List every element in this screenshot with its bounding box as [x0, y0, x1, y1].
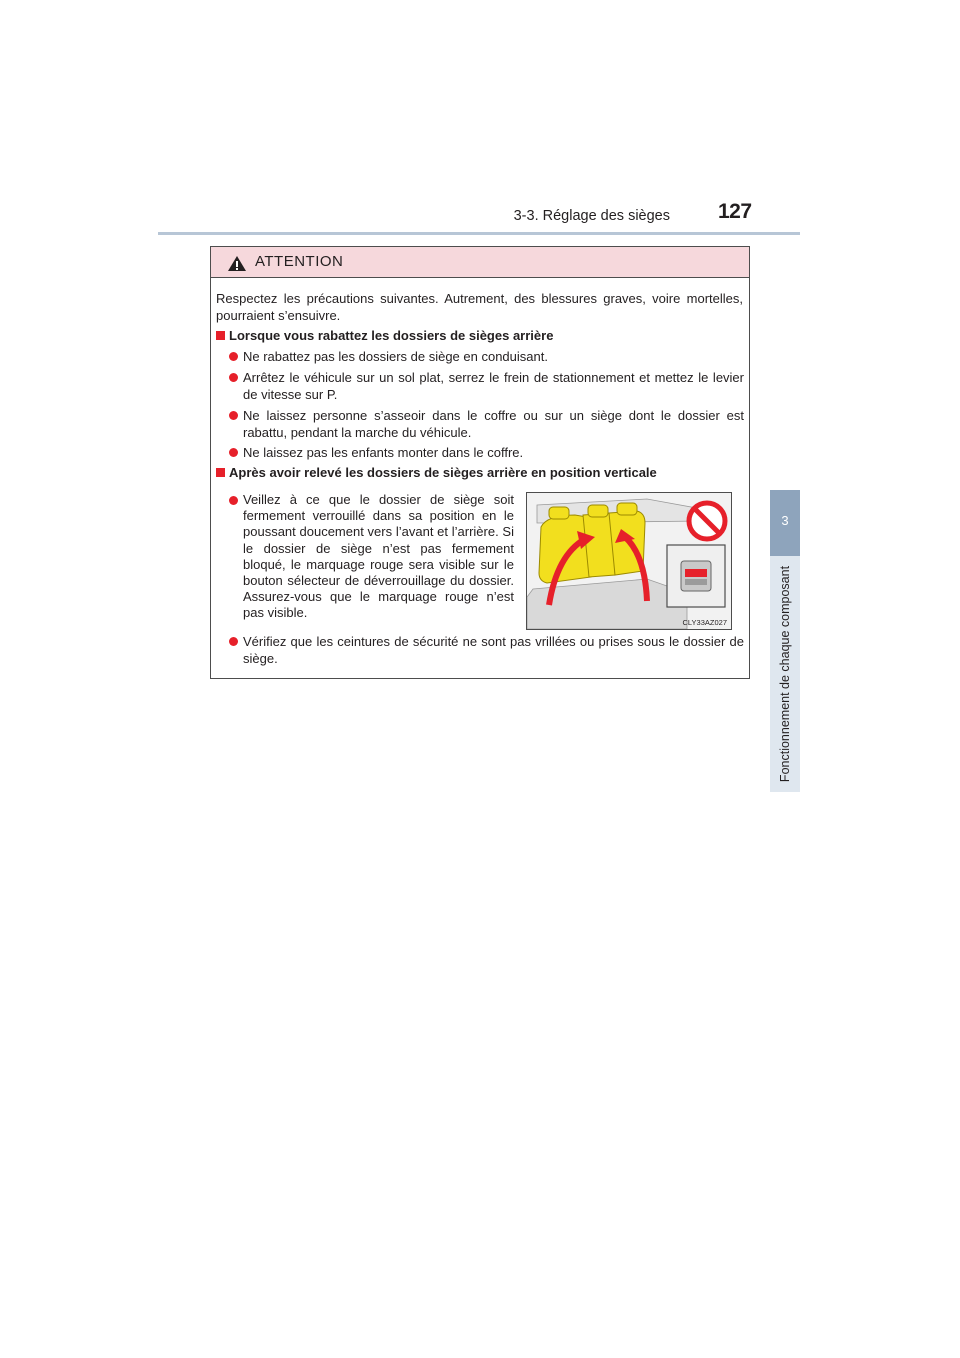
illustration-code: CLY33AZ027 — [682, 618, 727, 627]
bullet-icon — [229, 352, 238, 361]
list-item: Vérifiez que les ceintures de sécurité ne sont pas vrillées ou prises sous le dossier de siège. — [243, 634, 744, 666]
warning-intro: Respectez les précautions suivantes. Autrement, des blessures graves, voire mortelles, pourraient s’ensuivre. — [216, 291, 743, 323]
bullet-icon — [229, 373, 238, 382]
chapter-number: 3 — [781, 513, 789, 528]
list-item: Ne laissez personne s’asseoir dans le coffre ou sur un siège dont le dossier est rabattu, pendant la marche du véhicule. — [243, 408, 744, 440]
list-item: Veillez à ce que le dossier de siège soit fermement verrouillé dans sa position en le poussant doucement vers l’avant et l’arrière. Si le dossier de siège n’est pas fermement bloqué, le marquage rouge sera visible sur le bouton sélecteur de déverrouillage du dossier. Assurez-vous que le marquage rouge n’est pas visible. — [243, 492, 514, 621]
bullet-icon — [229, 496, 238, 505]
bullet-icon — [229, 411, 238, 420]
warning-triangle-icon — [227, 255, 247, 272]
square-bullet-icon — [216, 468, 225, 477]
page-number: 127 — [718, 200, 752, 223]
seat-illustration — [526, 492, 732, 630]
seat-drawing — [527, 493, 731, 629]
chapter-tab — [770, 490, 800, 556]
chapter-title: Fonctionnement de chaque composant — [778, 565, 792, 783]
warning-header — [211, 247, 749, 278]
section-title: 3-3. Réglage des sièges — [513, 208, 670, 224]
warning-title: ATTENTION — [255, 253, 344, 270]
section2-heading: Après avoir relevé les dossiers de sièges arrière en position verticale — [216, 464, 743, 481]
list-item: Arrêtez le véhicule sur un sol plat, serrez le frein de stationnement et mettez le levier de vitesse sur P. — [243, 370, 744, 402]
bullet-icon — [229, 637, 238, 646]
bullet-icon — [229, 448, 238, 457]
square-bullet-icon — [216, 331, 225, 340]
list-item: Ne rabattez pas les dossiers de siège en conduisant. — [243, 349, 548, 364]
list-item: Ne laissez pas les enfants monter dans le coffre. — [243, 445, 524, 460]
header-divider — [158, 232, 800, 235]
section1-heading: Lorsque vous rabattez les dossiers de sièges arrière — [216, 327, 743, 344]
